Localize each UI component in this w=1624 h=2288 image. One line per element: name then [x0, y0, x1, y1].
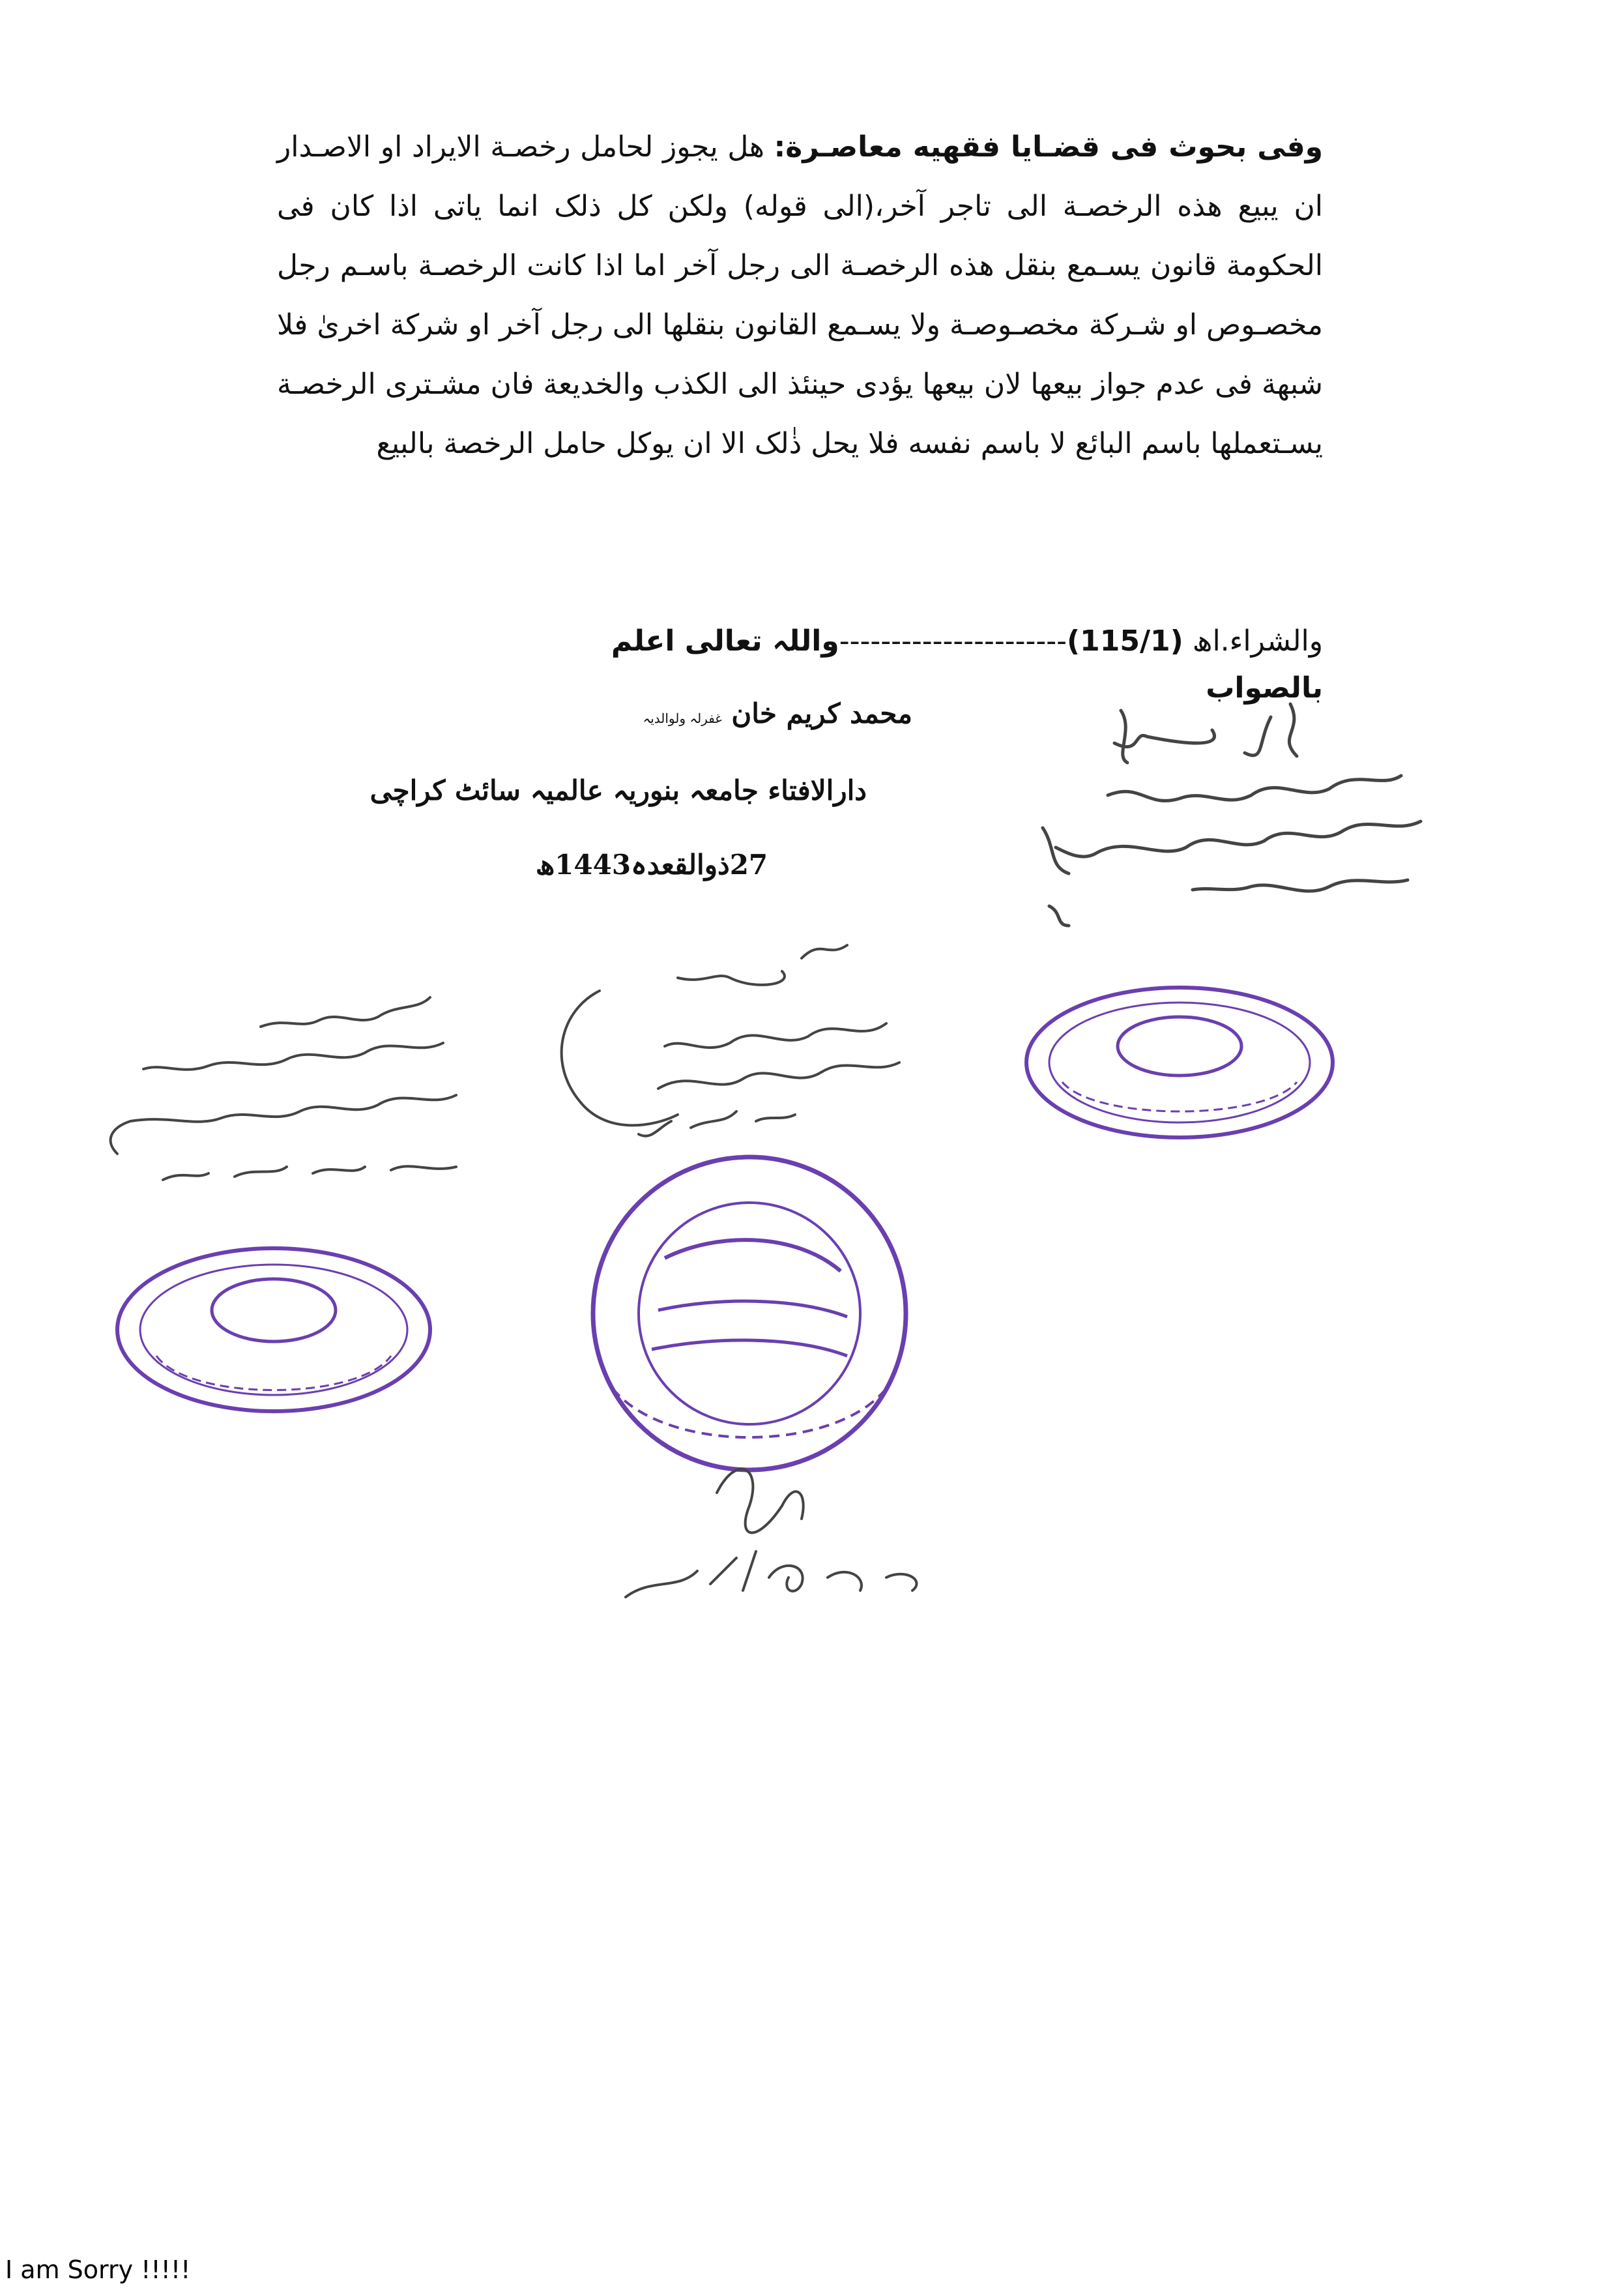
approval-stamp-right [1017, 691, 1447, 1147]
signatory-name-suffix: غفرلہ ولوالدیہ [643, 711, 722, 726]
dated-signature-center [626, 1469, 916, 1597]
seal-left [117, 1248, 430, 1411]
quoted-text: هل یجوز لحامل رخصـة الایراد او الاصـدار ان یبیع هذه الرخصـة الی تاجر آخر،(الی قوله) ولکن کل ذلک انما یاتی اذا کان فی الحکومة قانون یسـمع بنقل هذه الرخصـة الی رجل آخر اما اذا کانت الرخصـة باسـم رجل مخصـوص او شـرکة مخصـوصـة ولا یسـمع القانون بنقلها الی رجل آخر او شرکة اخریٰ فلا شبهة فی عدم جواز بیعها لان بیعها یؤدی حینئذ الی الکذب والخدیعة فان مشـتری الرخصـة یسـتعملها باسم البائع لا باسم نفسه فلا یحل ذٰلک الا ان یوکل حامل الرخصة بالبیع [277, 130, 1323, 460]
dash-separator: ---------------------- [839, 624, 1067, 658]
reference-lead: وفی بحوث فی قضـایا فقهیه معاصـرة: [774, 130, 1323, 164]
fatwa-body-paragraph [277, 117, 1323, 473]
signatory-date: 27ذوالقعدہ1443ھ [535, 849, 768, 881]
source-reference: (115/1) [1067, 624, 1183, 658]
closing-prefix: والشراء.اھ [1183, 624, 1323, 658]
handwritten-approval-right [1043, 704, 1421, 926]
seal-right [1026, 988, 1333, 1137]
signatory-institution: دارالافتاء جامعہ بنوریہ عالمیہ سائٹ کراچی [370, 774, 867, 806]
seal-center [593, 1157, 906, 1470]
closing-phrase: واللہ تعالی اعلم بالصواب [611, 624, 1323, 705]
footer-note: I am Sorry !!!!! [5, 2255, 191, 2284]
approval-stamp-left [91, 991, 482, 1434]
handwritten-approval-center [562, 945, 899, 1136]
handwritten-approval-left [111, 997, 456, 1180]
approval-stamp-center [521, 932, 978, 1643]
signatory-name [643, 697, 912, 729]
signatory-name-text: محمد کریم خان [731, 697, 912, 729]
